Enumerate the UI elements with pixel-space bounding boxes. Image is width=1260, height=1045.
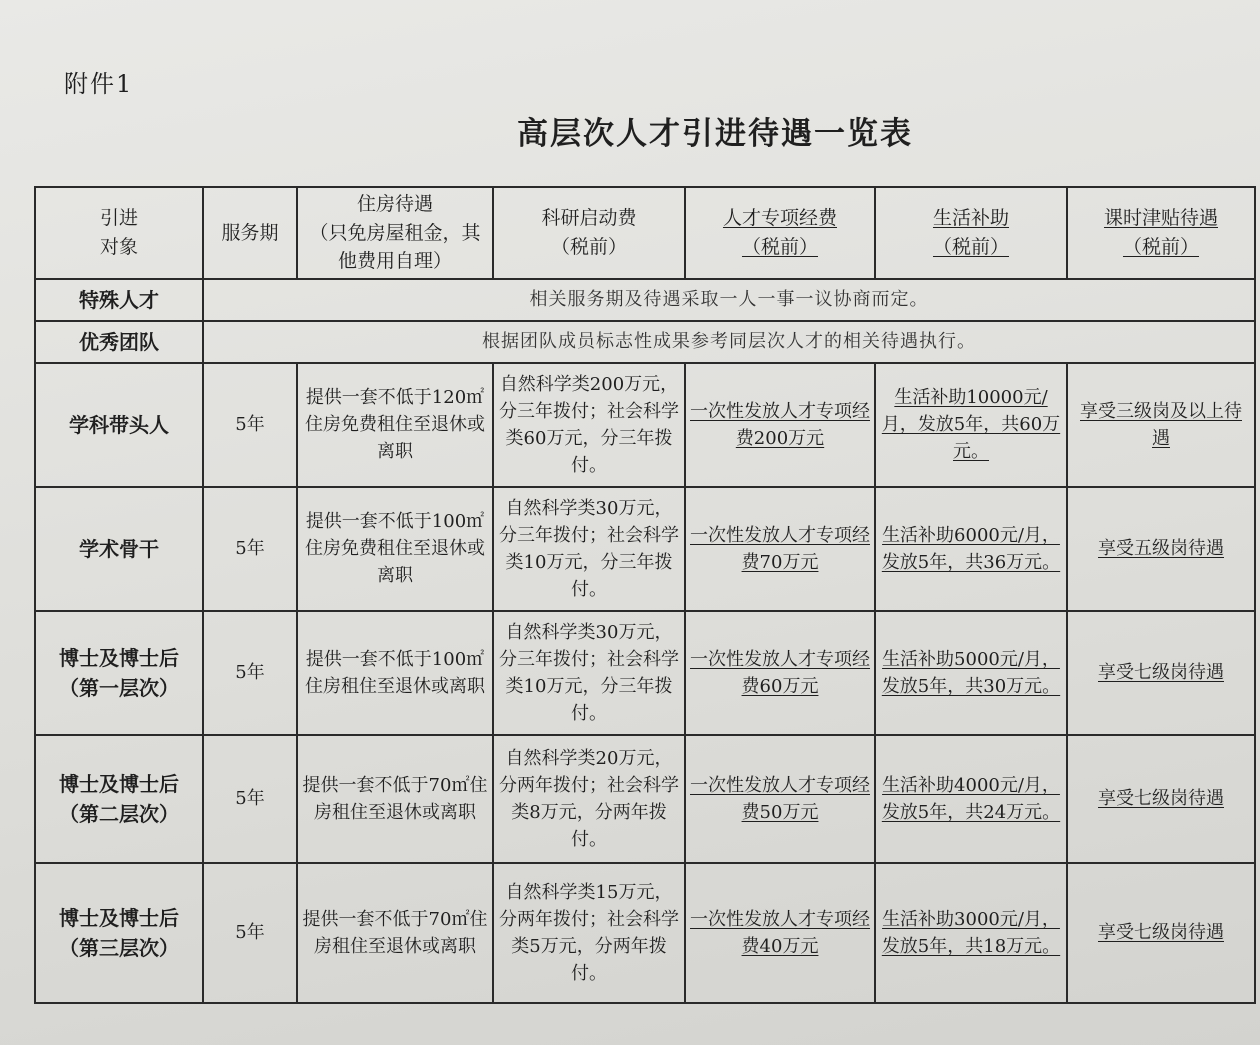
header-research-line2: （税前）	[550, 235, 627, 258]
row-living: 生活补助3000元/月，发放5年，共18万元。	[875, 863, 1067, 1003]
header-teaching-line2: （税前）	[1122, 235, 1199, 258]
row-living: 生活补助10000元/月，发放5年，共60万元。	[875, 363, 1067, 487]
row-talent: 一次性发放人才专项经费40万元	[685, 863, 875, 1003]
row-talent: 一次性发放人才专项经费70万元	[685, 487, 875, 611]
row-teaching: 享受五级岗待遇	[1067, 487, 1255, 611]
header-research	[493, 187, 685, 279]
row-housing: 提供一套不低于70㎡住房租住至退休或离职	[297, 735, 493, 863]
row-target	[35, 487, 203, 611]
header-target	[35, 187, 203, 279]
row-housing: 提供一套不低于100㎡住房租住至退休或离职	[297, 611, 493, 735]
row-target	[35, 863, 203, 1003]
row-research: 自然科学类15万元，分两年拨付；社会科学类5万元，分两年拨付。	[493, 863, 685, 1003]
header-housing	[297, 187, 493, 279]
page-title: 高层次人才引进待遇一览表	[517, 116, 913, 152]
row-target-line1: 博士及博士后	[59, 905, 179, 930]
row-teaching: 享受三级岗及以上待遇	[1067, 363, 1255, 487]
header-housing-line1: 住房待遇	[356, 193, 433, 215]
special-row-text: 根据团队成员标志性成果参考同层次人才的相关待遇执行。	[203, 321, 1255, 363]
row-target	[35, 735, 203, 863]
row-research: 自然科学类30万元，分三年拨付；社会科学类10万元，分三年拨付。	[493, 487, 685, 611]
row-talent: 一次性发放人才专项经费50万元	[685, 735, 875, 863]
header-housing-line3: 他费用自理）	[337, 250, 452, 272]
row-living: 生活补助4000元/月，发放5年，共24万元。	[875, 735, 1067, 863]
row-target-line1: 学术骨干	[79, 536, 159, 561]
header-research-line1: 科研启动费	[541, 207, 637, 230]
row-teaching: 享受七级岗待遇	[1067, 611, 1255, 735]
special-row	[35, 279, 1255, 321]
header-housing-line2: （只免房屋租金，其	[309, 221, 481, 244]
row-target-line2: （第二层次）	[59, 801, 179, 826]
row-service: 5年	[203, 363, 297, 487]
special-row	[35, 321, 1255, 363]
header-teaching-line1: 课时津贴待遇	[1103, 207, 1218, 230]
row-teaching: 享受七级岗待遇	[1067, 863, 1255, 1003]
row-service: 5年	[203, 487, 297, 611]
table-row	[35, 735, 1255, 863]
special-row-name: 优秀团队	[35, 321, 203, 363]
row-target-line1: 博士及博士后	[59, 645, 179, 670]
header-teaching	[1067, 187, 1255, 279]
row-target-line1: 学科带头人	[69, 412, 169, 437]
table-row	[35, 363, 1255, 487]
treatment-table	[34, 186, 1256, 1004]
row-target	[35, 363, 203, 487]
header-target-line1: 引进	[99, 207, 138, 230]
header-living-line1: 生活补助	[932, 207, 1009, 230]
row-target	[35, 611, 203, 735]
attachment-label: 附件1	[64, 70, 134, 98]
header-talent-line1: 人才专项经费	[722, 207, 837, 230]
header-talent	[685, 187, 875, 279]
row-service: 5年	[203, 863, 297, 1003]
row-service: 5年	[203, 611, 297, 735]
row-housing: 提供一套不低于120㎡住房免费租住至退休或离职	[297, 363, 493, 487]
special-row-text: 相关服务期及待遇采取一人一事一议协商而定。	[203, 279, 1255, 321]
header-talent-line2: （税前）	[741, 235, 818, 258]
row-housing: 提供一套不低于100㎡住房免费租住至退休或离职	[297, 487, 493, 611]
header-target-line2: 对象	[99, 235, 138, 258]
row-target-line2: （第三层次）	[59, 935, 179, 960]
table-row	[35, 611, 1255, 735]
row-research: 自然科学类20万元，分两年拨付；社会科学类8万元，分两年拨付。	[493, 735, 685, 863]
header-living-line2: （税前）	[932, 235, 1009, 258]
row-target-line2: （第一层次）	[59, 675, 179, 700]
header-service: 服务期	[203, 187, 297, 279]
header-living	[875, 187, 1067, 279]
row-research: 自然科学类30万元，分三年拨付；社会科学类10万元，分三年拨付。	[493, 611, 685, 735]
row-living: 生活补助6000元/月，发放5年，共36万元。	[875, 487, 1067, 611]
row-research: 自然科学类200万元，分三年拨付；社会科学类60万元，分三年拨付。	[493, 363, 685, 487]
table-row	[35, 863, 1255, 1003]
header-row	[35, 187, 1255, 279]
row-service: 5年	[203, 735, 297, 863]
special-row-name: 特殊人才	[35, 279, 203, 321]
row-living: 生活补助5000元/月，发放5年，共30万元。	[875, 611, 1067, 735]
row-teaching: 享受七级岗待遇	[1067, 735, 1255, 863]
row-talent: 一次性发放人才专项经费200万元	[685, 363, 875, 487]
table-row	[35, 487, 1255, 611]
row-housing: 提供一套不低于70㎡住房租住至退休或离职	[297, 863, 493, 1003]
row-talent: 一次性发放人才专项经费60万元	[685, 611, 875, 735]
row-target-line1: 博士及博士后	[59, 771, 179, 796]
